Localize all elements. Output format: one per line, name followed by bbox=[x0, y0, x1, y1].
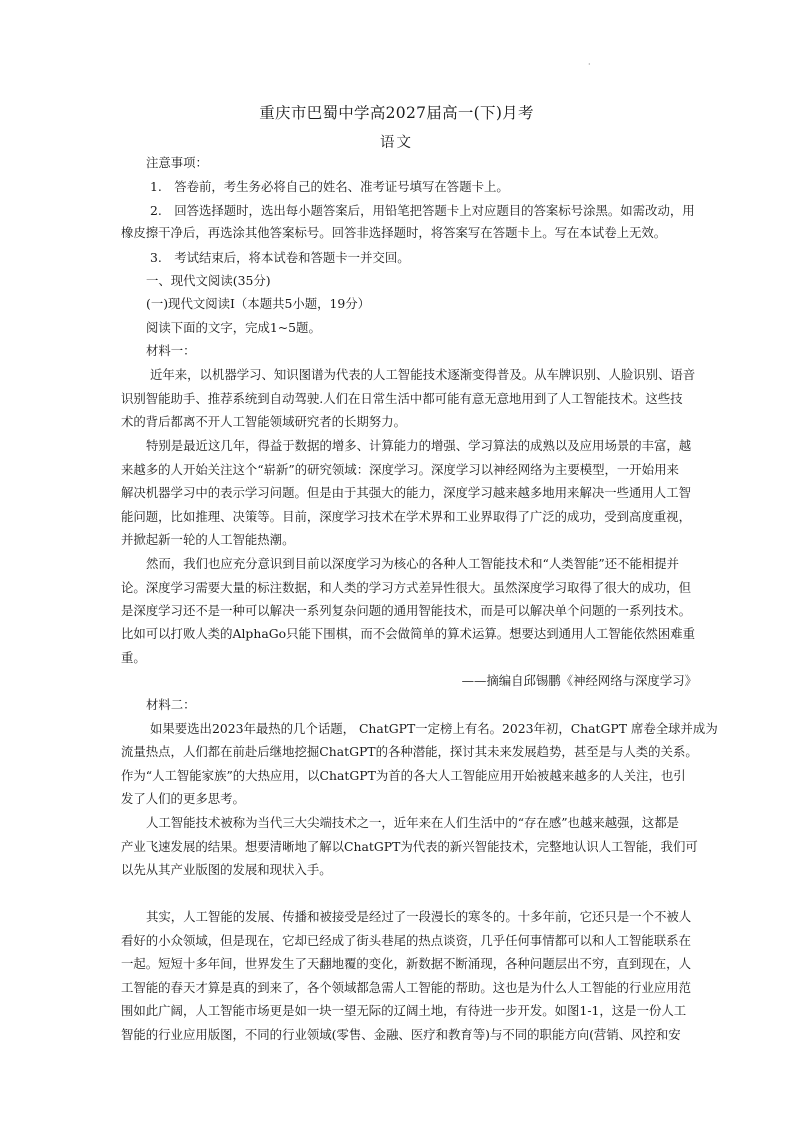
section-subheading: (一)现代文阅读Ⅰ（本题共5小题，19分） bbox=[146, 296, 371, 311]
material-2-p2-line-3: 以先从其产业版图的发展和现状入手。 bbox=[121, 862, 332, 877]
notice-item-1: 1. 答卷前，考生务必将自己的姓名、准考证号填写在答题卡上。 bbox=[150, 179, 509, 194]
material-2-p1-line-2: 流量热点，人们都在前赴后继地挖掘ChatGPT的各种潜能，探讨其未来发展趋势，甚至是与人类的关系。 bbox=[121, 744, 698, 759]
material-2-p1-line-3: 作为“人工智能家族”的大热应用，以ChatGPT为首的各大人工智能应用开始被越来越多的人关注，也引 bbox=[121, 768, 686, 783]
section-instruction: 阅读下面的文字，完成1~5题。 bbox=[146, 320, 321, 335]
notice-item-2-line-1: 2. 回答选择题时，选出每小题答案后，用铅笔把答题卡上对应题目的答案标号涂黑。如需改动，用 bbox=[150, 203, 695, 218]
material-1-source: ——摘编自邱锡鹏《神经网络与深度学习》 bbox=[461, 673, 697, 688]
material-2-p1-line-4: 发了人们的更多思考。 bbox=[121, 791, 245, 806]
material-2-p3-line-4: 工智能的春天才算是真的到来了，各个领域都急需人工智能的帮助。这也是为什么人工智能的行业应用范 bbox=[121, 980, 691, 995]
material-1-p3-line-1: 然而，我们也应充分意识到目前以深度学习为核心的各种人工智能技术和“人类智能”还不能相提并 bbox=[146, 556, 680, 571]
notice-heading: 注意事项： bbox=[146, 155, 208, 170]
corner-mark: · bbox=[588, 60, 591, 69]
material-1-p2-line-3: 解决机器学习中的表示学习问题。但是由于其强大的能力，深度学习越来越多地用来解决一些通用人工智 bbox=[121, 485, 691, 500]
material-2-p2-line-1: 人工智能技术被称为当代三大尖端技术之一，近年来在人们生活中的“存在感”也越来越强，这都是 bbox=[146, 815, 680, 830]
material-2-p3-line-3: 一起。短短十多年间，世界发生了天翻地覆的变化，新数据不断涌现，各种问题层出不穷，直到现在，人 bbox=[121, 956, 691, 971]
material-1-p2-line-4: 能问题，比如推理、决策等。目前，深度学习技术在学术界和工业界取得了广泛的成功，受到高度重视， bbox=[121, 509, 691, 524]
material-1-p2-line-5: 并掀起新一轮的人工智能热潮。 bbox=[121, 532, 295, 547]
material-2-p2-line-2: 产业飞速发展的结果。想要清晰地了解以ChatGPT为代表的新兴智能技术，完整地认识人工智能，我们可 bbox=[121, 839, 698, 854]
material-1-p2-line-2: 来越多的人开始关注这个“崭新”的研究领域：深度学习。深度学习以神经网络为主要模型，一开始用来 bbox=[121, 462, 679, 477]
exam-subject: 语文 bbox=[380, 135, 413, 151]
notice-item-3: 3. 考试结束后，将本试卷和答题卡一并交回。 bbox=[150, 250, 410, 265]
material-1-p2-line-1: 特别是最近这几年，得益于数据的增多、计算能力的增强、学习算法的成熟以及应用场景的丰富，越 bbox=[146, 438, 692, 453]
material-2-p3-line-1: 其实，人工智能的发展、传播和被接受是经过了一段漫长的寒冬的。十多年前，它还只是一个不被人 bbox=[146, 909, 692, 924]
material-2-p3-line-6: 智能的行业应用版图，不同的行业领域(零售、金融、医疗和教育等)与不同的职能方向(营销、风控和安 bbox=[121, 1027, 681, 1042]
exam-title: 重庆市巴蜀中学高2027届高一(下)月考 bbox=[259, 104, 534, 122]
material-2-p3-line-2: 看好的小众领域，但是现在，它却已经成了街头巷尾的热点谈资，几乎任何事情都可以和人工智能联系在 bbox=[121, 933, 691, 948]
material-1-p3-line-2: 论。深度学习需要大量的标注数据，和人类的学习方式差异性很大。虽然深度学习取得了很大的成功，但 bbox=[121, 580, 691, 595]
material-1-p3-line-3: 是深度学习还不是一种可以解决一系列复杂问题的通用智能技术，而是可以解决单个问题的一系列技术。 bbox=[121, 603, 691, 618]
section-heading: 一、现代文阅读(35分) bbox=[146, 273, 271, 288]
material-2-p1-line-1: 如果要选出2023年最热的几个话题， ChatGPT一定榜上有名。2023年初，ChatGPT 席卷全球并成为 bbox=[150, 721, 718, 736]
material-2-p3-line-5: 围如此广阔，人工智能市场更是如一块一望无际的辽阔土地，有待进一步开发。如图1-1，这是一份人工 bbox=[121, 1003, 687, 1018]
material-1-p3-line-5: 重。 bbox=[121, 650, 146, 665]
material-1-p1-line-2: 识别智能助手、推荐系统到自动驾驶.人们在日常生活中都可能有意无意地用到了人工智能技术。这些技 bbox=[121, 391, 683, 406]
material-1-p3-line-4: 比如可以打败人类的AlphaGo只能下围棋，而不会做简单的算术运算。想要达到通用人工智能依然困难重 bbox=[121, 626, 695, 641]
notice-item-2-line-2: 橡皮擦干净后，再选涂其他答案标号。回答非选择题时，将答案写在答题卡上。写在本试卷上无效。 bbox=[121, 225, 667, 240]
material-1-label: 材料一： bbox=[146, 343, 196, 358]
material-1-p1-line-3: 术的背后都离不开人工智能领域研究者的长期努力。 bbox=[121, 414, 406, 429]
material-1-p1-line-1: 近年来，以机器学习、知识图谱为代表的人工智能技术逐渐变得普及。从车牌识别、人脸识别、语音 bbox=[150, 367, 696, 382]
material-2-label: 材料二： bbox=[146, 697, 196, 712]
